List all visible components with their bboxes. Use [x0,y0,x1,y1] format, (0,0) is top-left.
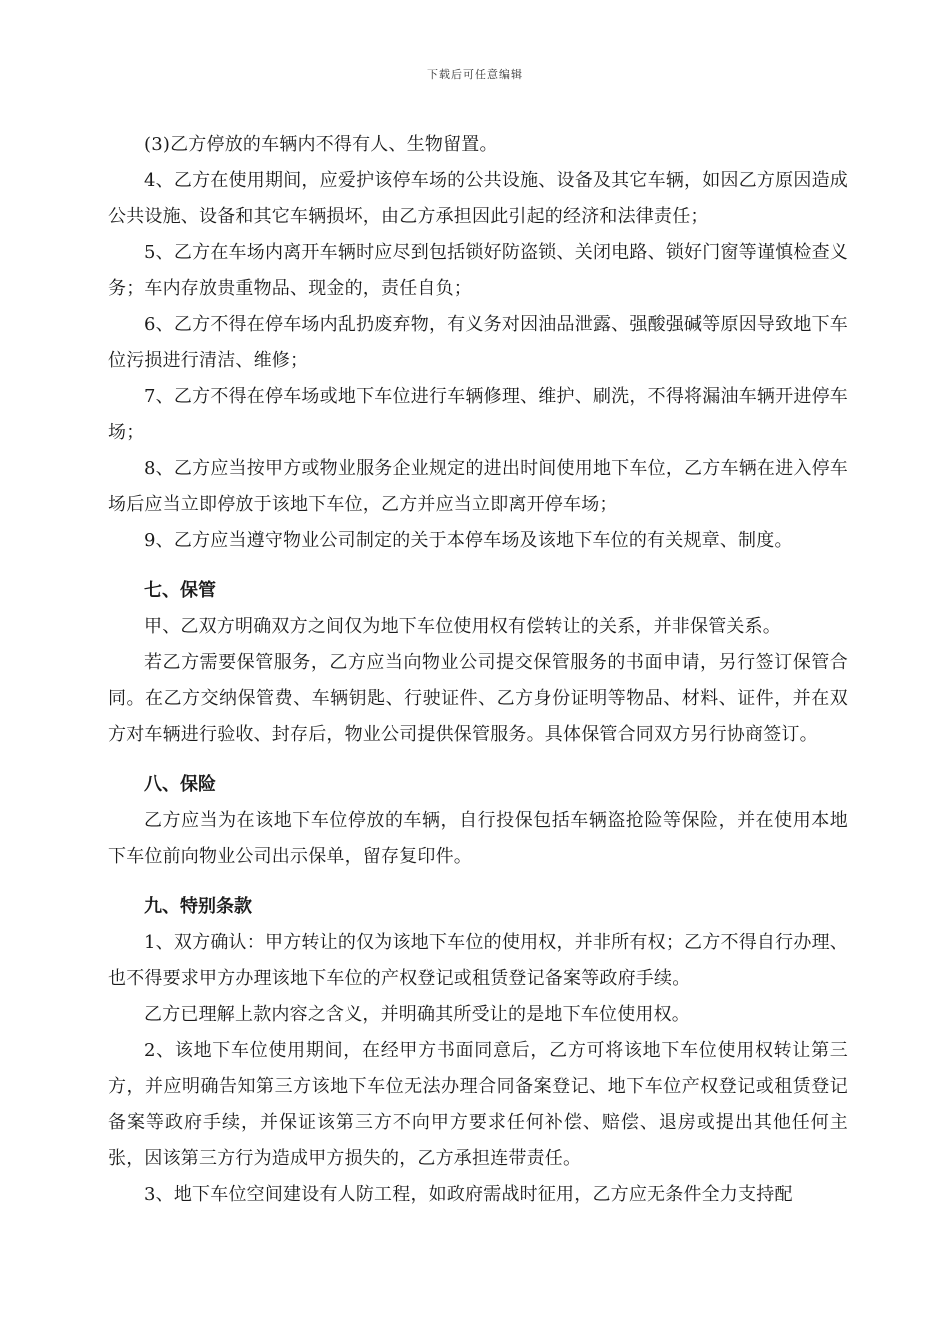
page-header: 下载后可任意编辑 [427,68,523,81]
clause-7: 7、乙方不得在停车场或地下车位进行车辆修理、维护、刷洗，不得将漏油车辆开进停车场； [108,386,848,443]
section-8-paragraph-1: 乙方应当为在该地下车位停放的车辆，自行投保包括车辆盗抢险等保险，并在使用本地下车位前向物业公司出示保单，留存复印件。 [108,810,848,867]
clause-6: 6、乙方不得在停车场内乱扔废弃物，有义务对因油品泄露、强酸强碱等原因导致地下车位污损进行清洁、维修； [108,314,848,371]
document-body [108,127,848,1213]
section-8-heading: 八、保险 [144,774,216,795]
section-7-paragraph-2: 若乙方需要保管服务，乙方应当向物业公司提交保管服务的书面申请，另行签订保管合同。在乙方交纳保管费、车辆钥匙、行驶证件、乙方身份证明等物品、材料、证件，并在双方对车辆进行验收、封存后，物业公司提供保管服务。具体保管合同双方另行协商签订。 [108,652,848,745]
clause-4: 4、乙方在使用期间，应爱护该停车场的公共设施、设备及其它车辆，如因乙方原因造成公共设施、设备和其它车辆损坏，由乙方承担因此引起的经济和法律责任； [108,170,848,227]
section-7-heading: 七、保管 [144,580,216,601]
section-9-paragraph-4: 3、地下车位空间建设有人防工程，如政府需战时征用，乙方应无条件全力支持配 [144,1184,793,1205]
clause-9: 9、乙方应当遵守物业公司制定的关于本停车场及该地下车位的有关规章、制度。 [144,530,793,551]
clause-3: (3)乙方停放的车辆内不得有人、生物留置。 [144,134,498,155]
section-9-paragraph-3: 2、该地下车位使用期间，在经甲方书面同意后，乙方可将该地下车位使用权转让第三方，并应明确告知第三方该地下车位无法办理合同备案登记、地下车位产权登记或租赁登记备案等政府手续，并保证该第三方不向甲方要求任何补偿、赔偿、退房或提出其他任何主张，因该第三方行为造成甲方损失的，乙方承担连带责任。 [108,1040,848,1169]
section-7-paragraph-1: 甲、乙双方明确双方之间仅为地下车位使用权有偿转让的关系，并非保管关系。 [144,616,781,637]
clause-5: 5、乙方在车场内离开车辆时应尽到包括锁好防盗锁、关闭电路、锁好门窗等谨慎检查义务；车内存放贵重物品、现金的，责任自负； [108,242,848,299]
section-9-paragraph-1: 1、双方确认：甲方转让的仅为该地下车位的使用权，并非所有权；乙方不得自行办理、也不得要求甲方办理该地下车位的产权登记或租赁登记备案等政府手续。 [108,932,848,989]
section-9-heading: 九、特别条款 [144,896,252,917]
clause-8: 8、乙方应当按甲方或物业服务企业规定的进出时间使用地下车位，乙方车辆在进入停车场后应当立即停放于该地下车位，乙方并应当立即离开停车场； [108,458,848,515]
section-9-paragraph-2: 乙方已理解上款内容之含义，并明确其所受让的是地下车位使用权。 [144,1004,690,1025]
